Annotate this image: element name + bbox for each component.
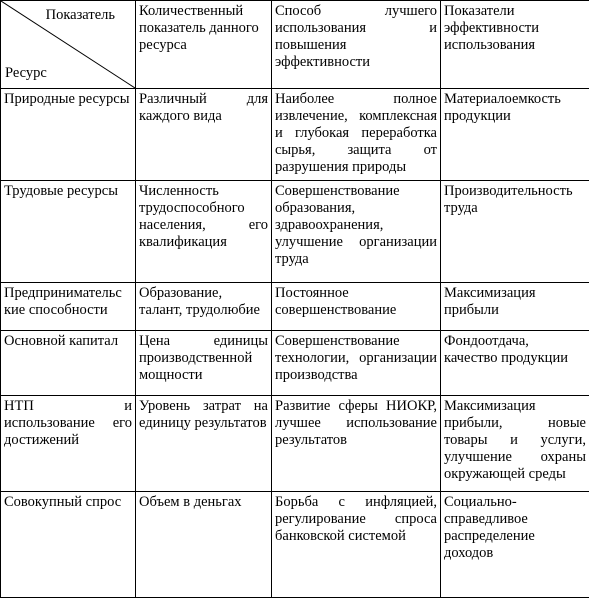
resource-cell: Трудовые ресурсы: [1, 181, 136, 283]
efficiency-cell: Максимизация прибыли: [441, 283, 589, 331]
table-row: [1, 283, 589, 331]
column-header: Показатели эффективности использования: [441, 1, 589, 89]
indicator-cell: Численность трудоспособного населения, его квалификация: [136, 181, 272, 283]
corner-top-label: Показатель: [45, 7, 115, 23]
method-cell: Совершенствование образования, здравоохранения, улучшение организации труда: [272, 181, 441, 283]
table-row: [1, 331, 589, 396]
resource-cell: Основной капитал: [1, 331, 136, 396]
method-cell: Постоянное совершенствование: [272, 283, 441, 331]
method-cell: Развитие сферы НИОКР, лучшее использование результатов: [272, 396, 441, 492]
efficiency-cell: Производительность труда: [441, 181, 589, 283]
method-cell: Совершенствование технологии, организации производства: [272, 331, 441, 396]
indicator-cell: Объем в деньгах: [136, 492, 272, 598]
resource-cell: Предпринимательс кие способности: [1, 283, 136, 331]
indicator-cell: Различный для каждого вида: [136, 89, 272, 181]
efficiency-cell: Фондоотдача, качество продукции: [441, 331, 589, 396]
resource-cell: НТП и использование его достижений: [1, 396, 136, 492]
column-header: Способ лучшего использования и повышения эффективности: [272, 1, 441, 89]
efficiency-cell: Социально-справедливое распределение доходов: [441, 492, 589, 598]
method-cell: Борьба с инфляцией, регулирование спроса банковской системой: [272, 492, 441, 598]
table-row: [1, 492, 589, 598]
header-row: [1, 1, 589, 89]
method-cell: Наиболее полное извлечение, комплексная и глубокая переработка сырья, защита от разрушения природы: [272, 89, 441, 181]
table-row: [1, 89, 589, 181]
indicator-cell: Уровень затрат на единицу результатов: [136, 396, 272, 492]
corner-header-cell: [1, 1, 136, 89]
indicator-cell: Образование, талант, трудолюбие: [136, 283, 272, 331]
efficiency-cell: Максимизация прибыли, новые товары и услуги, улучшение охраны окружающей среды: [441, 396, 589, 492]
resource-cell: Природные ресурсы: [1, 89, 136, 181]
corner-bottom-label: Ресурс: [5, 65, 47, 81]
efficiency-cell: Материалоемкость продукции: [441, 89, 589, 181]
column-header: Количественный показатель данного ресурса: [136, 1, 272, 89]
resource-cell: Совокупный спрос: [1, 492, 136, 598]
indicator-cell: Цена единицы производственной мощности: [136, 331, 272, 396]
table-row: [1, 181, 589, 283]
table-row: [1, 396, 589, 492]
